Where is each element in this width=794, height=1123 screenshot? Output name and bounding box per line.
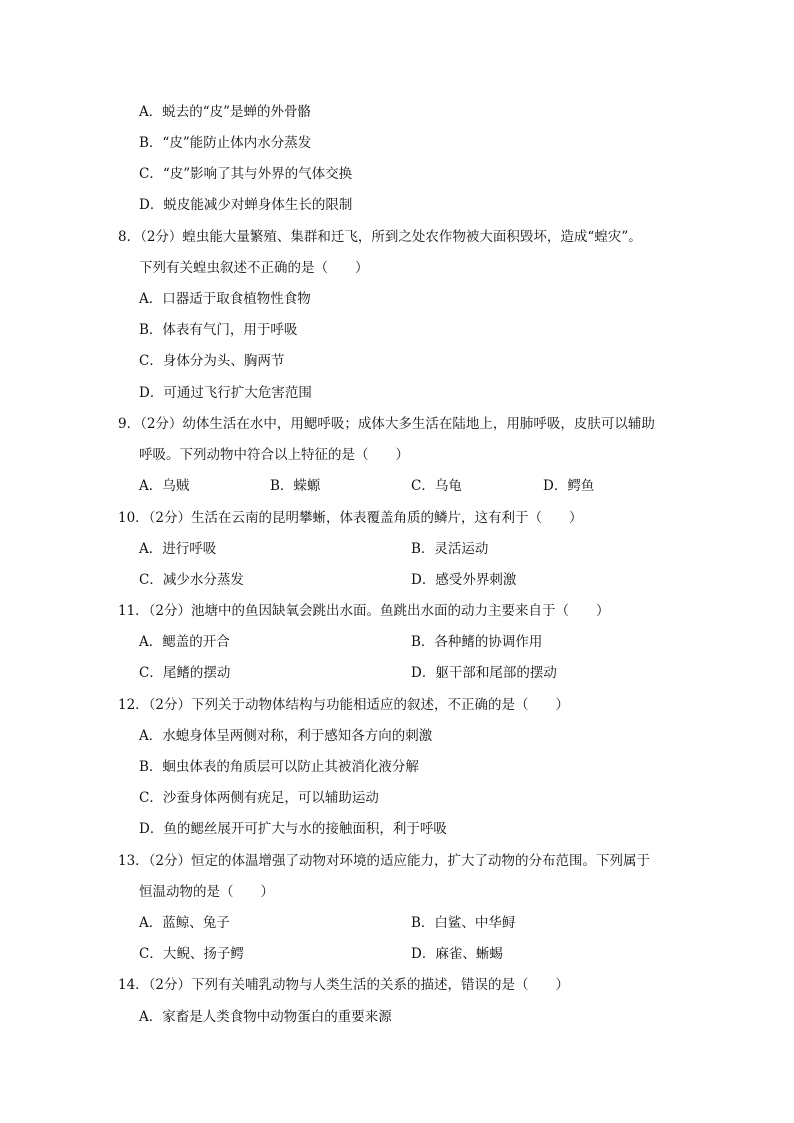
q13-option-a: A．蓝鲸、兔子 — [139, 915, 230, 931]
q10-option-a: A．进行呼吸 — [139, 541, 217, 557]
q8-option-a: A．口器适于取食植物性食物 — [139, 291, 311, 307]
q7-option-d: D．蜕皮能减少对蝉身体生长的限制 — [139, 197, 353, 213]
q9-option-b: B．蝾螈 — [270, 478, 321, 494]
q11-stem: 11．（2分）池塘中的鱼因缺氧会跳出水面。鱼跳出水面的动力主要来自于（ ） — [118, 603, 610, 619]
q13-option-b: B．白鲨、中华鲟 — [411, 915, 516, 931]
q11-option-c: C．尾鳍的摆动 — [139, 665, 231, 681]
q13-option-d: D．麻雀、蜥蜴 — [411, 946, 503, 962]
q11-option-d: D．躯干部和尾部的摆动 — [411, 665, 557, 681]
q12-option-a: A．水螅身体呈两侧对称，利于感知各方向的刺激 — [139, 728, 433, 744]
q8-stem-line1: 8．（2分）蝗虫能大量繁殖、集群和迁飞，所到之处农作物被大面积毁坏，造成“蝗灾”。 — [118, 229, 642, 245]
q9-stem-line2: 呼吸。下列动物中符合以上特征的是（ ） — [139, 447, 409, 463]
q13-stem-line2: 恒温动物的是（ ） — [139, 884, 274, 900]
q8-stem-line2: 下列有关蝗虫叙述不正确的是（ ） — [139, 260, 369, 276]
q8-option-c: C．身体分为头、胸两节 — [139, 353, 285, 369]
q9-option-c: C．乌龟 — [411, 478, 462, 494]
q8-option-b: B．体表有气门，用于呼吸 — [139, 322, 298, 338]
q12-option-c: C．沙蚕身体两侧有疣足，可以辅助运动 — [139, 790, 379, 806]
q13-stem-line1: 13．（2分）恒定的体温增强了动物对环境的适应能力，扩大了动物的分布范围。下列属于 — [118, 853, 651, 869]
q9-option-a: A．乌贼 — [139, 478, 190, 494]
q7-option-b: B．“皮”能防止体内水分蒸发 — [139, 135, 312, 151]
q14-stem: 14．（2分）下列有关哺乳动物与人类生活的关系的描述，错误的是（ ） — [118, 977, 570, 993]
q7-option-a: A．蜕去的“皮”是蝉的外骨骼 — [139, 104, 312, 120]
q12-option-d: D．鱼的鳃丝展开可扩大与水的接触面积，利于呼吸 — [139, 821, 447, 837]
q11-option-b: B．各种鳍的协调作用 — [411, 634, 543, 650]
q13-option-c: C．大鲵、扬子鳄 — [139, 946, 244, 962]
q12-stem: 12．（2分）下列关于动物体结构与功能相适应的叙述，不正确的是（ ） — [118, 697, 570, 713]
q10-option-b: B．灵活运动 — [411, 541, 489, 557]
q11-option-a: A．鳃盖的开合 — [139, 634, 230, 650]
q9-stem-line1: 9．（2分）幼体生活在水中，用鳃呼吸；成体大多生活在陆地上，用肺呼吸，皮肤可以辅助 — [118, 416, 655, 432]
q12-option-b: B．蛔虫体表的角质层可以防止其被消化液分解 — [139, 759, 419, 775]
q14-option-a: A．家畜是人类食物中动物蛋白的重要来源 — [139, 1009, 392, 1025]
q10-stem: 10．（2分）生活在云南的昆明攀蜥，体表覆盖角质的鳞片，这有利于（ ） — [118, 510, 583, 526]
q10-option-d: D．感受外界刺激 — [411, 572, 517, 588]
q10-option-c: C．减少水分蒸发 — [139, 572, 244, 588]
q8-option-d: D．可通过飞行扩大危害范围 — [139, 385, 312, 401]
q7-option-c: C．“皮”影响了其与外界的气体交换 — [139, 166, 353, 182]
q9-option-d: D．鳄鱼 — [543, 478, 595, 494]
